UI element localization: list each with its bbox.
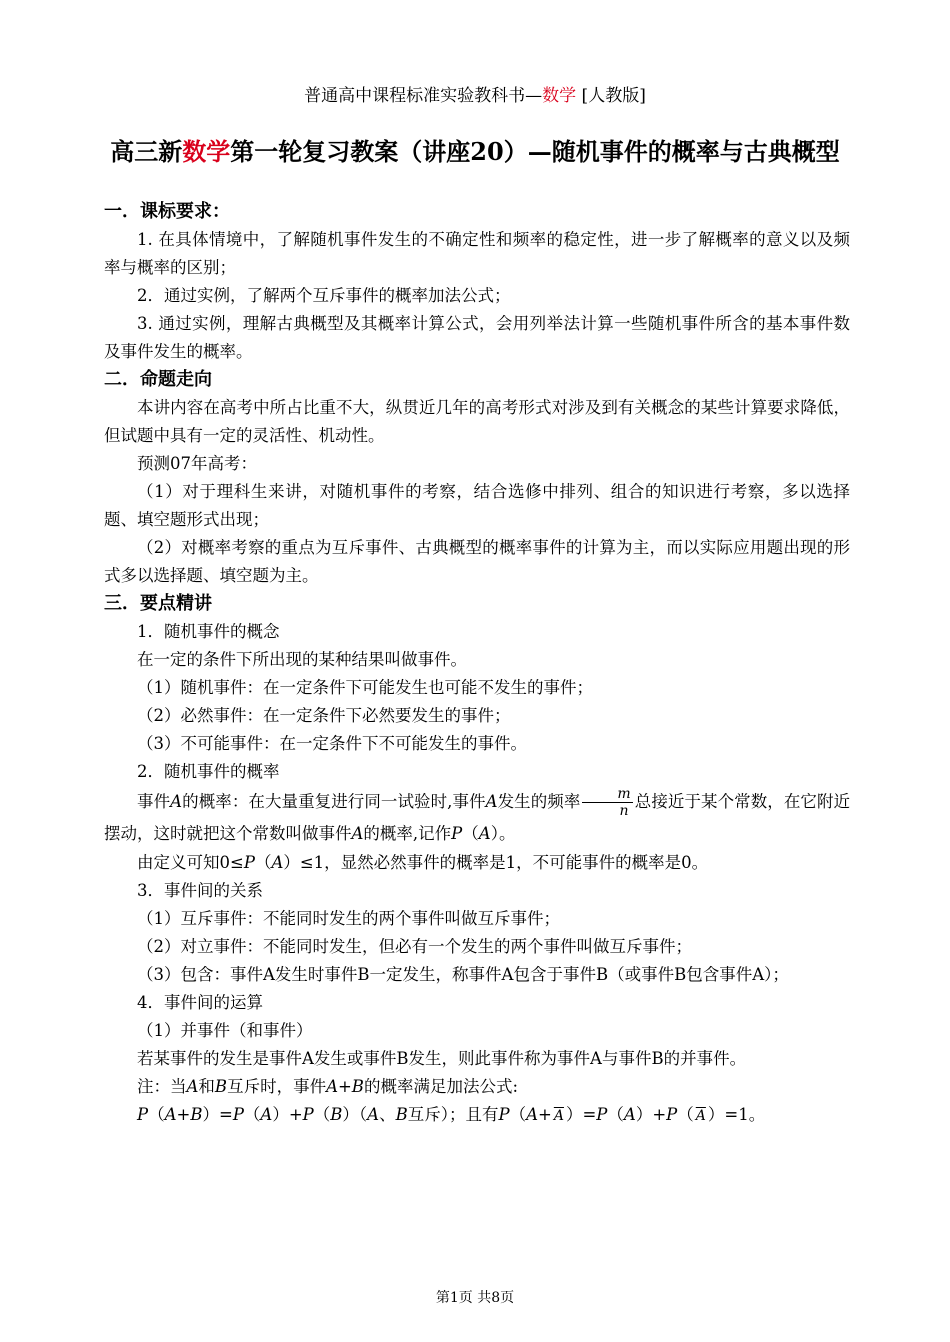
- book-header: [0, 84, 950, 108]
- paragraph: （2）对概率考察的重点为互斥事件、古典概型的概率事件的计算为主，而以实际应用题出现的形式多以选择题、填空题为主。: [104, 538, 850, 585]
- fraction-numerator: m: [582, 786, 632, 803]
- paragraph: 预测07年高考：: [137, 454, 257, 473]
- header-highlight: 数学: [542, 86, 577, 106]
- math-var: P: [243, 853, 255, 872]
- text-run: （: [677, 1105, 694, 1124]
- text-run: ）=: [202, 1105, 233, 1124]
- math-var: A: [478, 824, 491, 843]
- math-var: A+B: [164, 1105, 203, 1124]
- subheading: 1．随机事件的概念: [137, 622, 280, 641]
- probability-range: [104, 849, 850, 877]
- text-run: ）=: [565, 1105, 597, 1124]
- math-var: A: [485, 792, 498, 811]
- text-run: 互斥）；且有: [407, 1105, 499, 1124]
- text-run: （: [462, 824, 479, 843]
- complement-a: $\overline{A}$: [553, 1108, 564, 1124]
- paragraph: 2．通过实例，了解两个互斥事件的概率加法公式；: [137, 286, 511, 305]
- paragraph: 3. 通过实例，理解古典概型及其概率计算公式，会用列举法计算一些随机事件所含的基本事件数及事件发生的概率。: [104, 314, 850, 361]
- text-run: ）≤1，显然必然事件的概率是1，不可能事件的概率是0。: [283, 853, 709, 872]
- text-run: （: [148, 1105, 165, 1124]
- section-heading-1: 一．课标要求：: [104, 201, 230, 222]
- subheading: 2．随机事件的概率: [137, 762, 280, 781]
- list-item: （2）必然事件：在一定条件下必然要发生的事件；: [137, 706, 511, 725]
- math-var: P: [666, 1105, 678, 1124]
- math-var: A+B: [326, 1077, 364, 1096]
- note-line: [104, 1073, 850, 1101]
- paragraph: （1）对于理科生来讲，对随机事件的考察，结合选修中排列、组合的知识进行考察，多以选择题、填空题形式出现；: [104, 482, 850, 529]
- math-var: P: [451, 824, 463, 843]
- math-var: P: [302, 1105, 314, 1124]
- math-var: A: [623, 1105, 636, 1124]
- text-run: 总接近于某个常数，在它附近摆动，这时就把这个常数叫做事件: [104, 792, 851, 843]
- text-run: 的概率,记作: [363, 824, 452, 843]
- math-var: B: [395, 1105, 408, 1124]
- text-run: +: [538, 1105, 552, 1124]
- text-run: ）（: [342, 1105, 368, 1124]
- math-var: B: [214, 1077, 228, 1096]
- math-var: B: [330, 1105, 343, 1124]
- math-var: A: [170, 792, 183, 811]
- subheading: 4．事件间的运算: [137, 993, 263, 1012]
- paragraph: 在一定的条件下所出现的某种结果叫做事件。: [137, 650, 467, 669]
- section-heading-2: 二．命题走向: [104, 369, 212, 390]
- page-title: [100, 136, 850, 168]
- math-var: A: [351, 824, 364, 843]
- math-var: P: [137, 1105, 149, 1124]
- math-var: A: [526, 1105, 539, 1124]
- text-run: （: [509, 1105, 527, 1124]
- math-var: P: [596, 1105, 608, 1124]
- header-text-pre: 普通高中课程标准实验教科书—: [304, 86, 543, 106]
- section-heading-3: 三．要点精讲: [104, 593, 212, 614]
- math-var: A: [186, 1077, 199, 1096]
- text-run: ）+: [635, 1105, 667, 1124]
- fraction-denominator: n: [619, 803, 629, 819]
- text-run: ）+: [272, 1105, 303, 1124]
- math-var: A: [271, 853, 284, 872]
- header-text-post: [人教版]: [576, 86, 646, 106]
- paragraph: 1. 在具体情境中，了解随机事件发生的不确定性和频率的稳定性，进一步了解概率的意义以及频率与概率的区别；: [104, 230, 850, 277]
- text-run: 由定义可知0≤: [137, 853, 244, 872]
- list-item: （3）不可能事件：在一定条件下不可能发生的事件。: [137, 734, 527, 753]
- math-var: P: [498, 1105, 510, 1124]
- frequency-fraction: [582, 786, 632, 819]
- text-run: ）。: [490, 824, 516, 843]
- list-item: （1）并事件（和事件）: [137, 1021, 313, 1040]
- title-post: 第一轮复习教案（讲座20）—随机事件的概率与古典概型: [230, 137, 840, 166]
- title-pre: 高三新: [110, 137, 183, 166]
- text-run: 的概率：在大量重复进行同一试验时,事件: [182, 792, 486, 811]
- text-run: （: [607, 1105, 624, 1124]
- list-item: （1）随机事件：在一定条件下可能发生也可能不发生的事件；: [137, 678, 593, 697]
- complement-a: $\overline{A}$: [695, 1108, 706, 1124]
- list-item: （2）对立事件：不能同时发生，但必有一个发生的两个事件叫做互斥事件；: [137, 937, 692, 956]
- text-run: ）=1。: [707, 1105, 766, 1124]
- math-var: A: [367, 1105, 380, 1124]
- list-item: （3）包含：事件A发生时事件B一定发生，称事件A包含于事件B（或事件B包含事件A）；: [137, 965, 789, 984]
- text-run: （: [313, 1105, 331, 1124]
- text-run: 、: [379, 1105, 396, 1124]
- list-item: （1）互斥事件：不能同时发生的两个事件叫做互斥事件；: [137, 909, 560, 928]
- paragraph: 本讲内容在高考中所占比重不大，纵贯近几年的高考形式对涉及到有关概念的某些计算要求降低，但试题中具有一定的灵活性、机动性。: [104, 398, 850, 445]
- text-run: （: [243, 1105, 261, 1124]
- text-run: 注：当: [137, 1077, 187, 1096]
- probability-definition: [104, 786, 850, 849]
- text-run: 事件: [137, 792, 171, 811]
- title-highlight: 数学: [182, 137, 231, 166]
- text-run: 和: [198, 1077, 215, 1096]
- math-var: P: [232, 1105, 244, 1124]
- text-run: 互斥时，事件: [227, 1077, 327, 1096]
- text-run: 发生的频率: [497, 792, 581, 811]
- text-run: 的概率满足加法公式:: [363, 1077, 518, 1096]
- page-footer: 第1页 共8页: [435, 1290, 515, 1306]
- document-body: [104, 198, 850, 1130]
- paragraph: 若某事件的发生是事件A发生或事件B发生，则此事件称为事件A与事件B的并事件。: [137, 1049, 747, 1068]
- addition-formula: [104, 1101, 850, 1130]
- subheading: 3．事件间的关系: [137, 881, 263, 900]
- text-run: （: [254, 853, 272, 872]
- math-var: A: [260, 1105, 273, 1124]
